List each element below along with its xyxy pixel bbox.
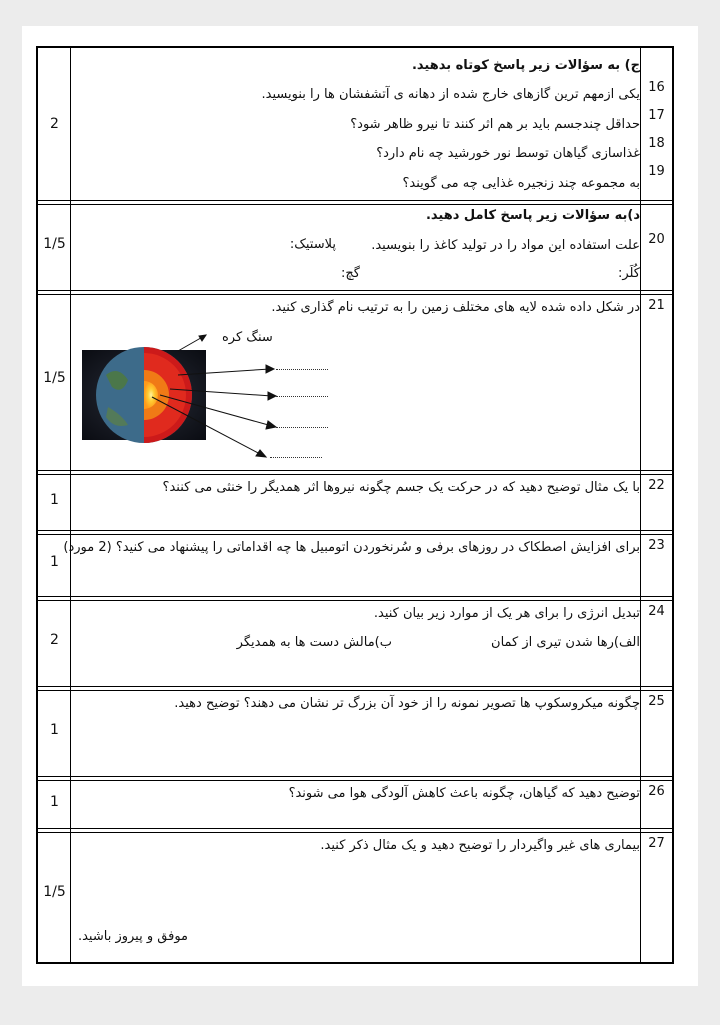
question-score: 1 — [50, 722, 59, 738]
section-c-score: 2 — [50, 116, 59, 132]
row-divider — [38, 294, 672, 295]
answer-blank — [270, 457, 322, 458]
item-clay: کُلَر: — [617, 266, 640, 281]
question-text: غذاسازی گیاهان توسط نور خورشید چه نام دارد؟ — [376, 146, 640, 161]
number-column-divider — [640, 46, 641, 964]
row-divider — [38, 530, 672, 531]
question-number: 17 — [648, 108, 665, 123]
question-text: در شکل داده شده لایه های مختلف زمین را به ترتیب نام گذاری کنید. — [271, 300, 640, 315]
question-text: بیماری های غیر واگیردار را توضیح دهید و یک مثال ذکر کنید. — [320, 838, 640, 853]
question-number: 21 — [648, 298, 665, 313]
question-score: 1 — [50, 492, 59, 508]
question-score: 1 — [50, 554, 59, 570]
section-d-score: 1/5 — [43, 236, 66, 252]
row-divider — [38, 290, 672, 291]
row-divider — [38, 686, 672, 687]
row-divider — [38, 474, 672, 475]
question-number: 20 — [648, 232, 665, 247]
answer-blank — [276, 396, 328, 397]
question-number: 26 — [648, 784, 665, 799]
question-number: 23 — [648, 538, 665, 553]
question-score: 1 — [50, 794, 59, 810]
earth-layers-diagram — [78, 325, 348, 465]
answer-blank — [276, 369, 328, 370]
row-divider — [38, 470, 672, 471]
row-divider — [38, 600, 672, 601]
question-number: 27 — [648, 836, 665, 851]
row-divider — [38, 776, 672, 777]
question-text: تبدیل انرژی را برای هر یک از موارد زیر بیان کنید. — [373, 606, 640, 621]
row-divider — [38, 596, 672, 597]
answer-blank — [276, 427, 328, 428]
label-lithosphere: سنگ کره — [222, 330, 273, 345]
question-number: 25 — [648, 694, 665, 709]
row-divider — [38, 828, 672, 829]
question-text: به مجموعه چند زنجیره غذایی چه می گویند؟ — [402, 176, 640, 191]
question-text: یکی ازمهم ترین گازهای خارج شده از دهانه ی آتشفشان ها را بنویسید. — [261, 87, 640, 102]
closing-message: موفق و پیروز باشید. — [77, 929, 188, 944]
question-text: برای افزایش اصطکاک در روزهای برفی و سُرنخوردن اتومبیل ها چه اقداماتی را پیشنهاد می کنید؟ (2 مورد) — [63, 540, 640, 555]
question-number: 16 — [648, 80, 665, 95]
question-text: توضیح دهید که گیاهان، چگونه باعث کاهش آلودگی هوا می شوند؟ — [288, 786, 640, 801]
question-text: علت استفاده این مواد را در تولید کاغذ را بنویسید. — [371, 238, 640, 253]
section-c-heading: ج) به سؤالات زیر پاسخ کوتاه بدهید. — [411, 58, 640, 73]
item-chalk: گچ: — [341, 266, 360, 281]
item-plastic: پلاستیک: — [289, 237, 336, 252]
item-b: ب)مالش دست ها به همدیگر — [236, 635, 392, 650]
row-divider — [38, 832, 672, 833]
row-divider — [38, 200, 672, 201]
question-score: 2 — [50, 632, 59, 648]
question-text: چگونه میکروسکوپ ها تصویر نمونه را از خود آن بزرگ تر نشان می دهند؟ توضیح دهید. — [174, 696, 640, 711]
question-number: 18 — [648, 136, 665, 151]
question-score: 1/5 — [43, 370, 66, 386]
row-divider — [38, 690, 672, 691]
row-divider — [38, 204, 672, 205]
question-number: 24 — [648, 604, 665, 619]
question-score: 1/5 — [43, 884, 66, 900]
question-number: 19 — [648, 164, 665, 179]
row-divider — [38, 780, 672, 781]
section-d-heading: د)به سؤالات زیر پاسخ کامل دهید. — [425, 208, 640, 223]
question-text: حداقل چندجسم باید بر هم اثر کنند تا نیرو ظاهر شود؟ — [350, 117, 640, 132]
row-divider — [38, 534, 672, 535]
question-text: با یک مثال توضیح دهید که در حرکت یک جسم چگونه نیروها اثر همدیگر را خنثی می کنند؟ — [162, 480, 640, 495]
item-a: الف)رها شدن تیری از کمان — [491, 635, 640, 650]
question-number: 22 — [648, 478, 665, 493]
